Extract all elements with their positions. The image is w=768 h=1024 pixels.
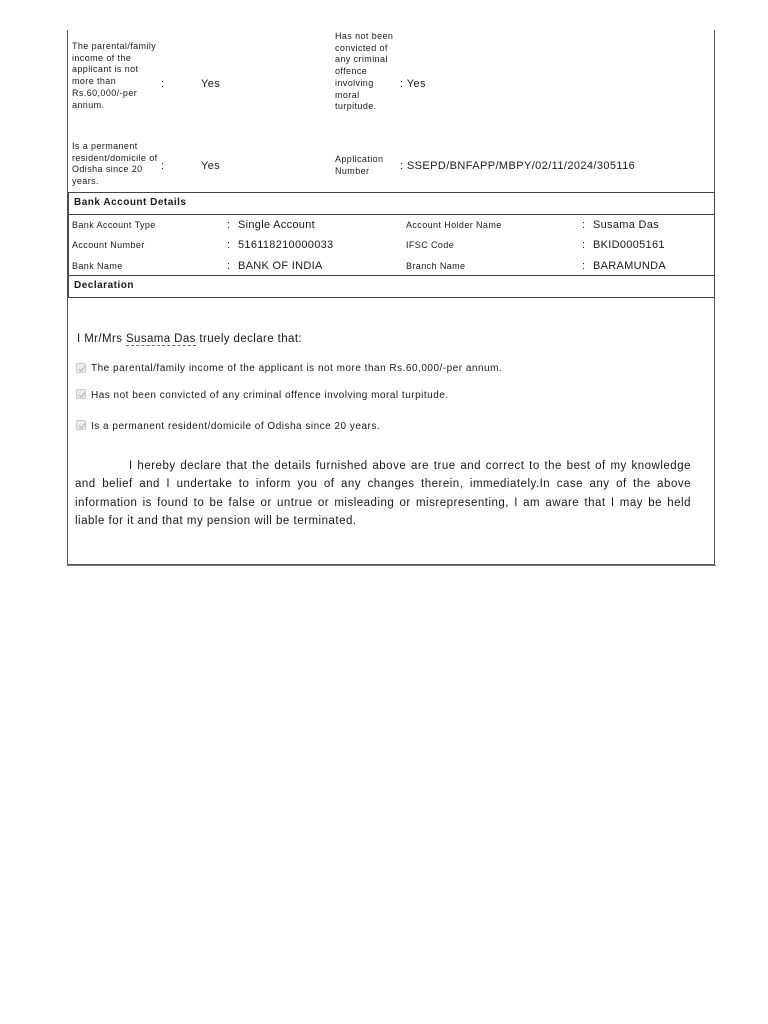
income-criteria-label: The parental/family income of the applicant is not more than Rs.60,000/-per annum. xyxy=(72,41,157,110)
account-number-label: Account Number xyxy=(72,240,145,250)
declaration-intro-suffix: truely declare that: xyxy=(199,333,303,345)
application-number-value: SSEPD/BNFAPP/MBPY/02/11/2024/305116 xyxy=(406,160,636,172)
residency-criteria-value: Yes xyxy=(201,160,221,172)
income-declaration-checkbox[interactable] xyxy=(76,363,86,373)
ifsc-code-colon: : xyxy=(582,239,586,251)
form-bottom-rule xyxy=(67,565,716,568)
bank-details-header: Bank Account Details xyxy=(68,192,715,215)
bank-name-label: Bank Name xyxy=(72,261,123,271)
holder-name-colon: : xyxy=(582,219,586,231)
residency-declaration-checkbox[interactable] xyxy=(76,420,86,430)
ifsc-code-label: IFSC Code xyxy=(406,240,455,250)
account-type-label: Bank Account Type xyxy=(72,220,156,230)
account-type-colon: : xyxy=(227,219,231,231)
declarant-name: Susama Das xyxy=(125,333,196,345)
ifsc-code-value: BKID0005161 xyxy=(593,239,665,251)
conviction-criteria-value: Yes xyxy=(406,78,426,90)
account-number-value: 516118210000033 xyxy=(238,239,334,251)
checkmark-icon xyxy=(77,421,87,431)
branch-name-label: Branch Name xyxy=(406,261,466,271)
residency-criteria-label: Is a permanent resident/domicile of Odisha since 20 years. xyxy=(72,141,158,187)
residency-criteria-colon: : xyxy=(161,160,165,172)
declaration-paragraph: I hereby declare that the details furnished above are true and correct to the best of my knowledge and belief and I undertake to inform you of any changes therein, immediately.In case any of the above information is found to be false or untrue or misleading or misrepresenting, I am aware that I may be held liable for it and that my pension will be terminated. xyxy=(75,460,691,528)
bank-name-colon: : xyxy=(227,260,231,272)
declaration-header: Declaration xyxy=(68,275,715,298)
application-number-label: Application Number xyxy=(335,154,384,176)
account-number-colon: : xyxy=(227,239,231,251)
holder-name-value: Susama Das xyxy=(593,219,659,231)
conviction-declaration-text: Has not been convicted of any criminal offence involving moral turpitude. xyxy=(91,390,449,401)
declaration-intro xyxy=(77,333,302,345)
income-criteria-colon: : xyxy=(161,78,165,90)
declaration-intro-prefix: I Mr/Mrs xyxy=(77,333,123,345)
application-number-colon: : xyxy=(400,160,407,172)
checkmark-icon xyxy=(77,390,87,400)
branch-name-colon: : xyxy=(582,260,586,272)
branch-name-value: BARAMUNDA xyxy=(593,260,666,272)
residency-declaration-text: Is a permanent resident/domicile of Odisha since 20 years. xyxy=(91,421,381,432)
conviction-declaration-checkbox[interactable] xyxy=(76,389,86,399)
checkmark-icon xyxy=(77,364,87,374)
holder-name-label: Account Holder Name xyxy=(406,220,502,230)
bank-name-value: BANK OF INDIA xyxy=(238,260,323,272)
conviction-criteria-colon: : xyxy=(400,78,407,90)
income-criteria-value: Yes xyxy=(201,78,221,90)
income-declaration-text: The parental/family income of the applicant is not more than Rs.60,000/-per annum. xyxy=(91,363,503,374)
account-type-value: Single Account xyxy=(238,219,315,231)
conviction-criteria-label: Has not been convicted of any criminal offence involving moral turpitude. xyxy=(335,31,394,112)
